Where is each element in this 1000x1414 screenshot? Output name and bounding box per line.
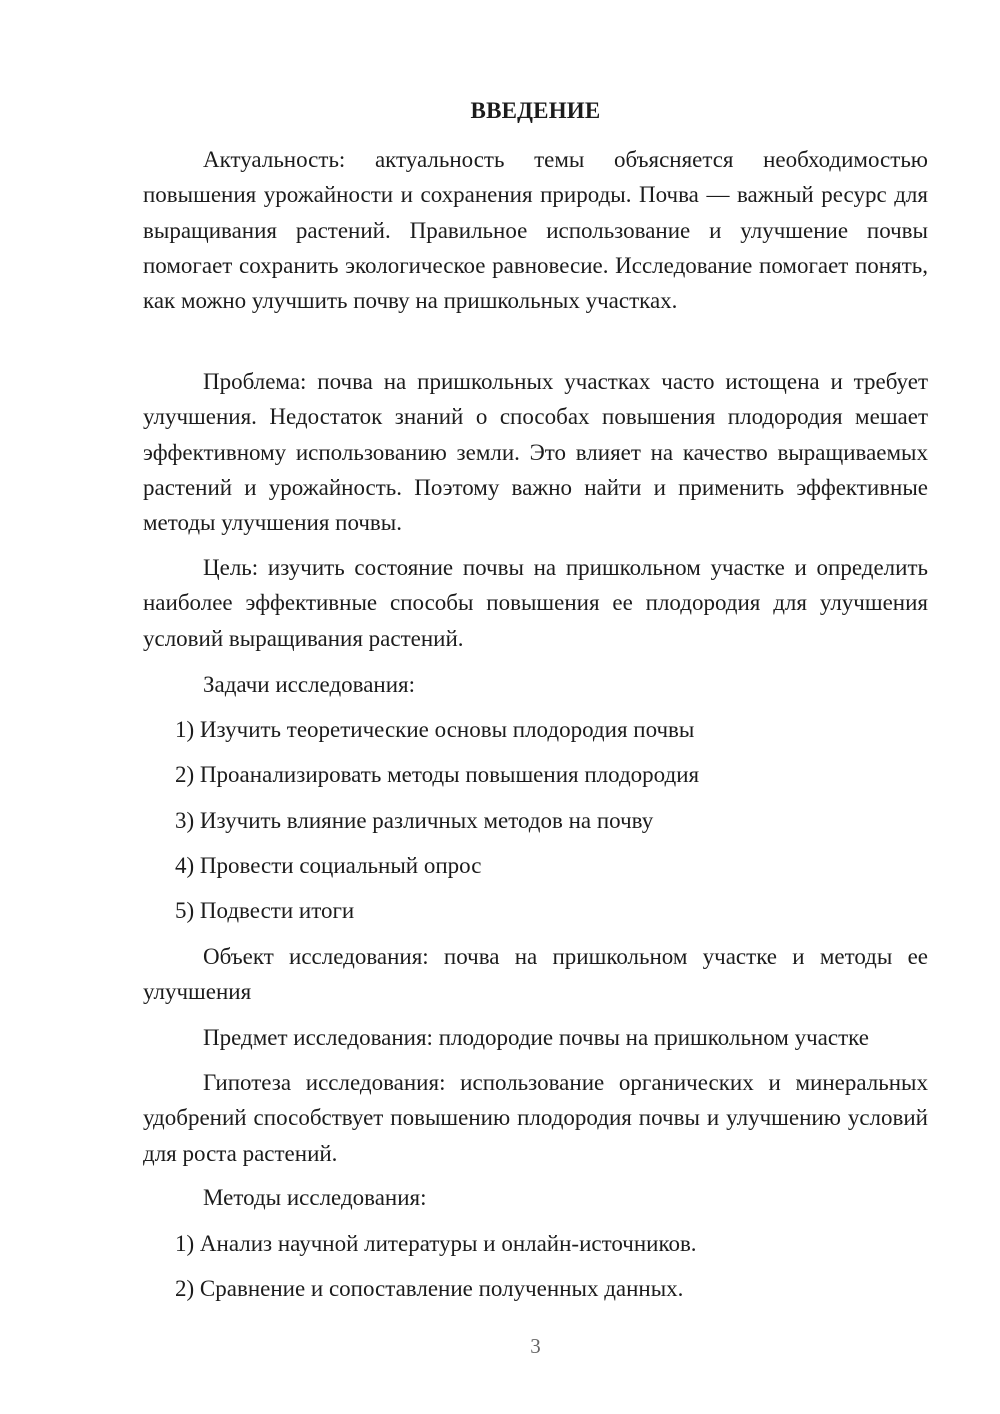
list-item: 1) Анализ научной литературы и онлайн-источников. [175, 1231, 697, 1256]
list-item: 2) Проанализировать методы повышения плодородия [175, 762, 700, 787]
page-title: ВВЕДЕНИЕ [470, 98, 601, 123]
tasks-heading: Задачи исследования: [203, 672, 416, 697]
paragraph-subject: Предмет исследования: плодородие почвы на пришкольном участке [203, 1025, 869, 1050]
paragraph-goal: Цель: изучить состояние почвы на пришкольном участке и определить наиболее эффективные способы повышения ее плодородия для улучшения условий выращивания растений. [143, 555, 928, 651]
methods-heading: Методы исследования: [203, 1185, 427, 1210]
paragraph-object: Объект исследования: почва на пришкольном участке и методы ее улучшения [143, 944, 928, 1005]
list-item: 2) Сравнение и сопоставление полученных данных. [175, 1276, 684, 1301]
list-item: 3) Изучить влияние различных методов на почву [175, 808, 654, 833]
paragraph-hypothesis: Гипотеза исследования: использование органических и минеральных удобрений способствует повышению плодородия почвы и улучшению условий для роста растений. [143, 1070, 928, 1166]
page-number: 3 [530, 1334, 541, 1358]
list-item: 5) Подвести итоги [175, 898, 355, 923]
paragraph-problem: Проблема: почва на пришкольных участках часто истощена и требует улучшения. Недостаток знаний о способах повышения плодородия мешает эффективному использованию земли. Это влияет на качество выращиваемых растений и урожайность. Поэтому важно найти и применить эффективные методы улучшения почвы. [143, 369, 928, 536]
paragraph-relevance: Актуальность: актуальность темы объясняется необходимостью повышения урожайности и сохранения природы. Почва — важный ресурс для выращивания растений. Правильное использование и улучшение почвы помогает сохранить экологическое равновесие. Исследование помогает понять, как можно улучшить почву на пришкольных участках. [143, 147, 928, 314]
list-item: 1) Изучить теоретические основы плодородия почвы [175, 717, 695, 742]
document-page [143, 0, 928, 1414]
list-item: 4) Провести социальный опрос [175, 853, 482, 878]
